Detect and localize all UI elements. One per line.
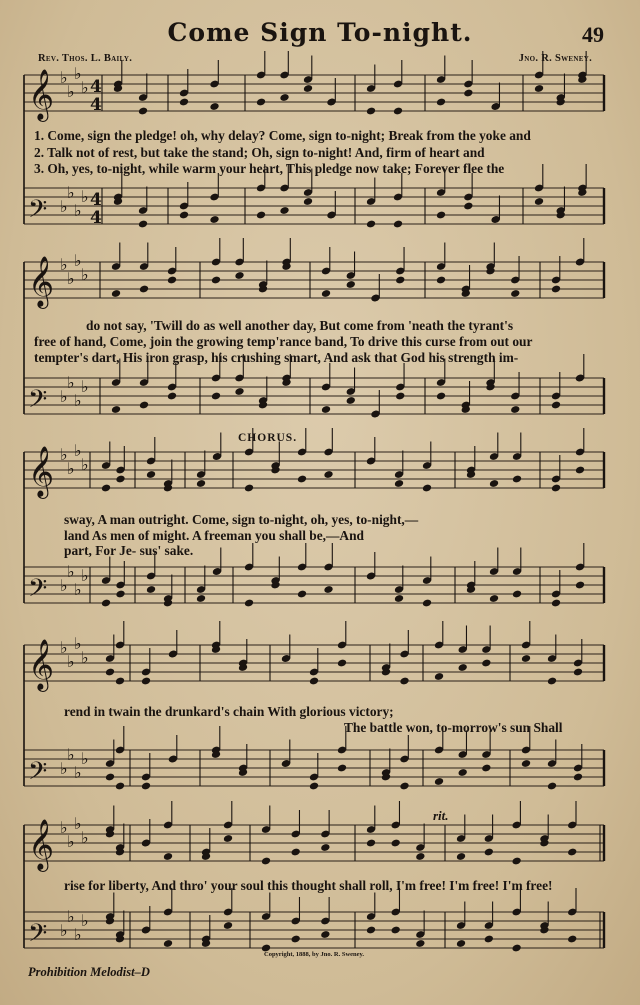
treble-clef: 𝄞: [28, 819, 55, 870]
notehead: [394, 479, 404, 488]
notehead: [321, 289, 331, 298]
flat-sign: ♭: [74, 580, 82, 599]
notehead: [309, 782, 319, 791]
composer-credit: Jno. R. Sweney.: [518, 53, 592, 64]
notehead: [458, 768, 468, 777]
flat-sign: ♭: [67, 562, 75, 581]
notehead: [484, 848, 494, 857]
notehead: [512, 590, 522, 599]
flat-sign: ♭: [67, 907, 75, 926]
notehead: [321, 405, 331, 414]
notehead: [138, 220, 148, 229]
lyric-line: do not say, 'Twill do as well another day, But come from 'neath the tyrant's: [86, 318, 514, 333]
notehead: [105, 773, 115, 782]
notehead: [422, 599, 432, 608]
flat-sign: ♭: [67, 183, 75, 202]
notehead: [521, 654, 531, 663]
notehead: [111, 289, 121, 298]
notehead: [346, 396, 356, 405]
flat-sign: ♭: [67, 832, 75, 851]
notehead: [323, 585, 333, 594]
notehead: [101, 599, 111, 608]
notehead: [139, 401, 149, 410]
notehead: [481, 659, 491, 668]
lyric-line: 2. Talk not of rest, but take the stand; Oh, sign to-night! And, firm of heart and: [34, 145, 485, 160]
lyric-line: 3. Oh, yes, to-night, while warm your heart, This pledge now take; Forever flee the: [34, 161, 505, 176]
notehead: [463, 89, 473, 98]
notehead: [393, 220, 403, 229]
notehead: [399, 782, 409, 791]
lyric-line: land As men of might. A freeman you shall be,—And: [64, 528, 364, 543]
treble-clef: 𝄞: [28, 69, 55, 120]
notehead: [234, 387, 244, 396]
notehead: [456, 939, 466, 948]
notehead: [297, 475, 307, 484]
notehead: [303, 197, 313, 206]
flat-sign: ♭: [81, 911, 89, 930]
notehead: [567, 848, 577, 857]
hymn-title: Come Sign To-night.: [167, 18, 473, 47]
notehead: [551, 401, 561, 410]
notehead: [510, 405, 520, 414]
flat-sign: ♭: [67, 82, 75, 101]
notehead: [573, 668, 583, 677]
notehead: [139, 285, 149, 294]
notehead: [391, 926, 401, 935]
notehead: [510, 289, 520, 298]
flat-sign: ♭: [60, 576, 68, 595]
notehead: [394, 594, 404, 603]
notehead: [436, 392, 446, 401]
flat-sign: ♭: [74, 251, 82, 270]
chorus-label: CHORUS.: [238, 432, 298, 444]
flat-sign: ♭: [67, 269, 75, 288]
notehead: [115, 782, 125, 791]
notehead: [534, 84, 544, 93]
notehead: [261, 857, 271, 866]
notehead: [436, 276, 446, 285]
flat-sign: ♭: [81, 377, 89, 396]
notehead: [111, 405, 121, 414]
notehead: [209, 215, 219, 224]
flat-sign: ♭: [81, 828, 89, 847]
flat-sign: ♭: [81, 78, 89, 97]
notehead: [393, 107, 403, 116]
notehead: [551, 285, 561, 294]
notehead: [320, 843, 330, 852]
bass-clef: 𝄢: [28, 195, 48, 230]
notehead: [422, 484, 432, 493]
notehead: [223, 834, 233, 843]
notehead: [323, 470, 333, 479]
lyric-line: The battle won, to-morrow's sun Shall: [344, 720, 563, 735]
flat-sign: ♭: [74, 64, 82, 83]
flat-sign: ♭: [60, 759, 68, 778]
notehead: [256, 98, 266, 107]
lyric-line: part, For Je- sus' sake.: [64, 543, 194, 558]
flat-sign: ♭: [74, 814, 82, 833]
notehead: [234, 271, 244, 280]
bass-clef: 𝄢: [28, 574, 48, 609]
notehead: [196, 594, 206, 603]
bass-clef: 𝄢: [28, 919, 48, 954]
notehead: [256, 211, 266, 220]
notehead: [138, 107, 148, 116]
notehead: [395, 276, 405, 285]
lyric-line: sway, A man outright. Come, sign to-night, oh, yes, to-night,—: [64, 512, 419, 527]
flat-sign: ♭: [67, 745, 75, 764]
notehead: [456, 852, 466, 861]
flat-sign: ♭: [60, 387, 68, 406]
notehead: [105, 668, 115, 677]
notehead: [291, 848, 301, 857]
flat-sign: ♭: [60, 255, 68, 274]
flat-sign: ♭: [81, 187, 89, 206]
notehead: [547, 677, 557, 686]
notehead: [346, 280, 356, 289]
flat-sign: ♭: [81, 648, 89, 667]
notehead: [244, 484, 254, 493]
notehead: [146, 585, 156, 594]
notehead: [366, 107, 376, 116]
notehead: [320, 930, 330, 939]
time-signature-top: 4: [90, 77, 102, 97]
lyric-line: rend in twain the drunkard's chain With glorious victory;: [64, 704, 394, 719]
page-number: 49: [582, 22, 604, 47]
notehead: [395, 392, 405, 401]
notehead: [115, 677, 125, 686]
flat-sign: ♭: [67, 652, 75, 671]
treble-clef: 𝄞: [28, 639, 55, 690]
time-signature-bottom: 4: [90, 208, 102, 228]
notehead: [512, 475, 522, 484]
flat-sign: ♭: [81, 265, 89, 284]
notehead: [547, 782, 557, 791]
flat-sign: ♭: [74, 925, 82, 944]
notehead: [489, 479, 499, 488]
notehead: [141, 677, 151, 686]
notehead: [399, 677, 409, 686]
notehead: [415, 939, 425, 948]
notehead: [303, 84, 313, 93]
bass-clef: 𝄢: [28, 757, 48, 792]
lyric-line: 1. Come, sign the pledge! oh, why delay? Come, sign to-night; Break from the yoke and: [34, 128, 531, 143]
notehead: [196, 479, 206, 488]
copyright-notice: Copyright, 1888, by Jno. R. Sweney.: [264, 951, 365, 958]
notehead: [551, 484, 561, 493]
notehead: [551, 599, 561, 608]
notehead: [223, 921, 233, 930]
notehead: [211, 392, 221, 401]
notehead: [484, 935, 494, 944]
time-signature-top: 4: [90, 190, 102, 210]
flat-sign: ♭: [60, 921, 68, 940]
notehead: [141, 782, 151, 791]
lyric-line: tempter's dart, His iron grasp, his crushing smart, And ask that God his strength im-: [34, 350, 519, 365]
notehead: [115, 475, 125, 484]
time-signature-bottom: 4: [90, 95, 102, 115]
notehead: [337, 764, 347, 773]
notehead: [573, 773, 583, 782]
flat-sign: ♭: [60, 818, 68, 837]
notehead: [366, 839, 376, 848]
lyricist-credit: Rev. Thos. L. Baily.: [38, 53, 133, 64]
treble-clef: 𝄞: [28, 256, 55, 307]
lyric-line: rise for liberty, And thro' your soul this thought shall roll, I'm free! I'm free! I'm free!: [64, 878, 553, 893]
notehead: [575, 466, 585, 475]
notehead: [115, 590, 125, 599]
notehead: [534, 197, 544, 206]
notehead: [436, 211, 446, 220]
flat-sign: ♭: [74, 391, 82, 410]
notehead: [436, 98, 446, 107]
notehead: [434, 777, 444, 786]
notehead: [458, 663, 468, 672]
lyric-line: free of hand, Come, join the growing temp'rance band, To drive this curse from out our: [34, 334, 533, 349]
notehead: [337, 659, 347, 668]
notehead: [463, 202, 473, 211]
notehead: [481, 764, 491, 773]
flat-sign: ♭: [67, 373, 75, 392]
notehead: [146, 470, 156, 479]
flat-sign: ♭: [60, 638, 68, 657]
notehead: [244, 599, 254, 608]
notehead: [297, 590, 307, 599]
notehead: [209, 102, 219, 111]
notehead: [511, 857, 521, 866]
flat-sign: ♭: [74, 634, 82, 653]
book-footer: Prohibition Melodist–D: [28, 965, 150, 979]
notehead: [101, 484, 111, 493]
notehead: [279, 93, 289, 102]
notehead: [163, 939, 173, 948]
notehead: [179, 98, 189, 107]
flat-sign: ♭: [81, 749, 89, 768]
notehead: [366, 926, 376, 935]
notehead: [511, 944, 521, 953]
notehead: [291, 935, 301, 944]
notehead: [167, 276, 177, 285]
notehead: [521, 759, 531, 768]
notehead: [575, 581, 585, 590]
flat-sign: ♭: [74, 763, 82, 782]
notehead: [279, 206, 289, 215]
notehead: [489, 594, 499, 603]
treble-clef: 𝄞: [28, 446, 55, 497]
notehead: [167, 392, 177, 401]
notehead: [211, 276, 221, 285]
flat-sign: ♭: [60, 68, 68, 87]
notehead: [163, 852, 173, 861]
ritardando-marking: rit.: [433, 808, 449, 823]
notehead: [366, 220, 376, 229]
flat-sign: ♭: [74, 201, 82, 220]
flat-sign: ♭: [67, 459, 75, 478]
flat-sign: ♭: [74, 441, 82, 460]
flat-sign: ♭: [81, 566, 89, 585]
notehead: [391, 839, 401, 848]
bass-clef: 𝄢: [28, 385, 48, 420]
flat-sign: ♭: [81, 455, 89, 474]
flat-sign: ♭: [60, 197, 68, 216]
notehead: [309, 677, 319, 686]
notehead: [179, 211, 189, 220]
notehead: [415, 852, 425, 861]
flat-sign: ♭: [60, 445, 68, 464]
notehead: [434, 672, 444, 681]
notehead: [567, 935, 577, 944]
